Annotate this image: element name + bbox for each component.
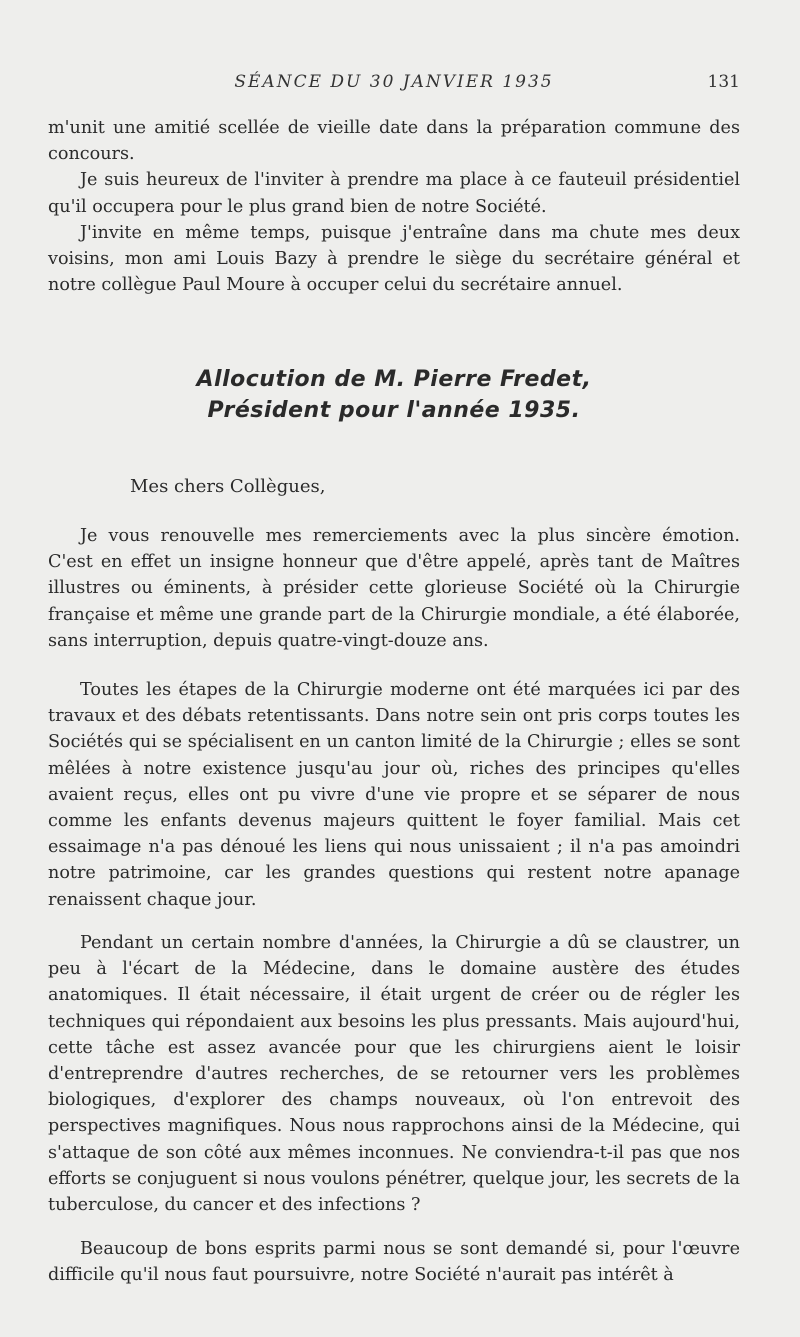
speech-paragraph-1-block bbox=[48, 523, 740, 654]
running-header bbox=[48, 72, 740, 98]
section-heading-line-1: Allocution de M. Pierre Fredet, bbox=[196, 367, 592, 392]
section-heading-line-2: Président pour l'année 1935. bbox=[207, 398, 581, 423]
salutation: Mes chers Collègues, bbox=[130, 476, 326, 497]
intro-paragraph-1: m'unit une amitié scellée de vieille date dans la préparation commune des concours. bbox=[48, 118, 740, 165]
speech-paragraph-3-block bbox=[48, 930, 740, 1218]
running-title: SÉANCE DU 30 JANVIER 1935 bbox=[234, 72, 554, 92]
speech-paragraph-4: Beaucoup de bons esprits parmi nous se sont demandé si, pour l'œuvre difficile qu'il nous faut poursuivre, notre Société n'aurait pas intérêt à bbox=[48, 1239, 740, 1286]
speech-paragraph-2-block bbox=[48, 677, 740, 913]
speech-paragraph-2: Toutes les étapes de la Chirurgie moderne ont été marquées ici par des travaux et des débats retentissants. Dans notre sein ont pris corps toutes les Sociétés qui se spécialisent en un canton limité de la Chirurgie ; elles se sont mêlées à notre existence jusqu'au jour où, riches des principes qu'elles avaient reçus, elles ont pu vivre d'une vie propre et se séparer de nous comme les enfants devenus majeurs quittent le foyer familial. Mais cet essaimage n'a pas dénoué les liens qui nous unissaient ; il n'a pas amoindri notre patrimoine, car les grandes questions qui restent notre apanage renaissent chaque jour. bbox=[48, 680, 740, 910]
speech-paragraph-3: Pendant un certain nombre d'années, la Chirurgie a dû se claustrer, un peu à l'écart de la Médecine, dans le domaine austère des études anatomiques. Il était nécessaire, il était urgent de créer ou de régler les techniques qui répondaient aux besoins les plus pressants. Mais aujourd'hui, cette tâche est assez avancée pour que les chirurgiens aient le loisir d'entreprendre d'autres recherches, de se retourner vers les problèmes biologiques, d'explorer des champs nouveaux, où l'on entrevoit des perspectives magnifiques. Nous nous rapprochons ainsi de la Médecine, qui s'attaque de son côté aux mêmes inconnues. Ne conviendra-t-il pas que nos efforts se conjuguent si nous voulons pénétrer, quelque jour, les secrets de la tuberculose, du cancer et des infections ? bbox=[48, 933, 740, 1216]
intro-paragraph-3: J'invite en même temps, puisque j'entraîne dans ma chute mes deux voisins, mon ami Louis Bazy à prendre le siège du secrétaire général et notre collègue Paul Moure à occuper celui du secrétaire annuel. bbox=[48, 222, 740, 296]
intro-paragraph-2: Je suis heureux de l'inviter à prendre ma place à ce fauteuil présidentiel qu'il occupera pour le plus grand bien de notre Société. bbox=[48, 170, 740, 217]
page-number: 131 bbox=[707, 72, 740, 92]
intro-text bbox=[48, 115, 740, 298]
speech-paragraph-4-block bbox=[48, 1236, 740, 1288]
speech-paragraph-1: Je vous renouvelle mes remerciements avec la plus sincère émotion. C'est en effet un insigne honneur que d'être appelé, après tant de Maîtres illustres ou éminents, à présider cette glorieuse Société où la Chirurgie française et même une grande part de la Chirurgie mondiale, a été élaborée, sans interruption, depuis quatre-vingt-douze ans. bbox=[48, 526, 740, 651]
